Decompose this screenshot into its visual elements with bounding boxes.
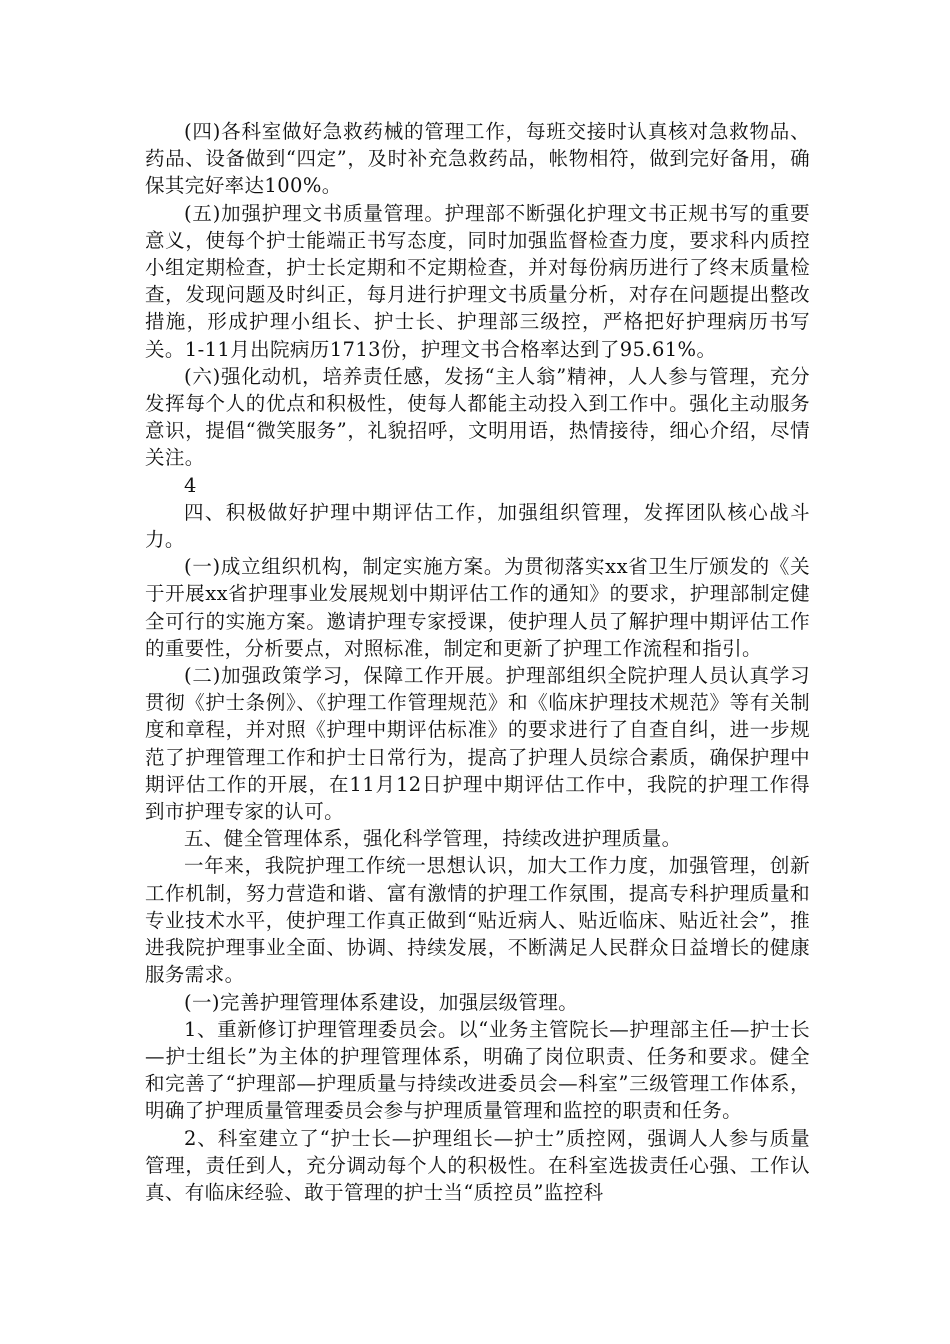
paragraph-motivation: (六)强化动机，培养责任感，发扬“主人翁”精神，人人参与管理，充分发挥每个人的优点和积极性，使每人都能主动投入到工作中。强化主动服务意识，提倡“微笑服务”，礼貌招呼，文明用语，热情接待，细心介绍，尽情关注。 — [145, 364, 810, 470]
paragraph-emergency-equipment: (四)各科室做好急救药械的管理工作，每班交接时认真核对急救物品、药品、设备做到“四定”，及时补充急救药品，帐物相符，做到完好备用，确保其完好率达100%。 — [145, 120, 810, 198]
page-number: 4 — [184, 473, 197, 497]
document-body — [145, 118, 810, 1206]
paragraph-annual-summary: 一年来，我院护理工作统一思想认识，加大工作力度，加强管理，创新工作机制，努力营造和谐、富有激情的护理工作氛围，提高专科护理质量和专业技术水平，使护理工作真正做到“贴近病人、贴近临床、贴近社会”，推进我院护理事业全面、协调、持续发展，不断满足人民群众日益增长的健康服务需求。 — [145, 854, 810, 987]
section-heading-midterm-evaluation: 四、积极做好护理中期评估工作，加强组织管理，发挥团队核心战斗力。 — [145, 500, 810, 552]
subheading-hierarchy: (一)完善护理管理体系建设，加强层级管理。 — [184, 990, 579, 1014]
paragraph-organization: (一)成立组织机构，制定实施方案。为贯彻落实xx省卫生厅颁发的《关于开展xx省护理事业发展规划中期评估工作的通知》的要求，护理部制定健全可行的实施方案。邀请护理专家授课，使护理人员了解护理中期评估工作的重要性，分析要点，对照标准，制定和更新了护理工作流程和指引。 — [145, 555, 810, 660]
section-heading-management-system: 五、健全管理体系，强化科学管理，持续改进护理质量。 — [184, 827, 682, 851]
paragraph-committee-revision: 1、重新修订护理管理委员会。以“业务主管院长—护理部主任—护士长—护士组长”为主体的护理管理体系，明确了岗位职责、任务和要求。健全和完善了“护理部—护理质量与持续改进委员会—科室”三级管理工作体系，明确了护理质量管理委员会参与护理质量管理和监控的职责和任务。 — [145, 1017, 810, 1123]
paragraph-policy-study: (二)加强政策学习，保障工作开展。护理部组织全院护理人员认真学习贯彻《护士条例》、《护理工作管理规范》和《临床护理技术规范》等有关制度和章程，并对照《护理中期评估标准》的要求进行了自查自纠，进一步规范了护理管理工作和护士日常行为，提高了护理人员综合素质，确保护理中期评估工作的开展，在11月12日护理中期评估工作中，我院的护理工作得到市护理专家的认可。 — [145, 664, 810, 824]
paragraph-quality-network: 2、科室建立了“护士长—护理组长—护士”质控网，强调人人参与质量管理，责任到人，充分调动每个人的积极性。在科室选拔责任心强、工作认真、有临床经验、敢于管理的护士当“质控员”监控科 — [145, 1126, 810, 1204]
paragraph-nursing-documents: (五)加强护理文书质量管理。护理部不断强化护理文书正规书写的重要意义，使每个护士能端正书写态度，同时加强监督检查力度，要求科内质控小组定期检查，护士长定期和不定期检查，并对每份病历进行了终末质量检查，发现问题及时纠正，每月进行护理文书质量分析，对存在问题提出整改措施，形成护理小组长、护士长、护理部三级控，严格把好护理病历书写关。1-11月出院病历1713份，护理文书合格率达到了95.61%。 — [145, 201, 810, 361]
